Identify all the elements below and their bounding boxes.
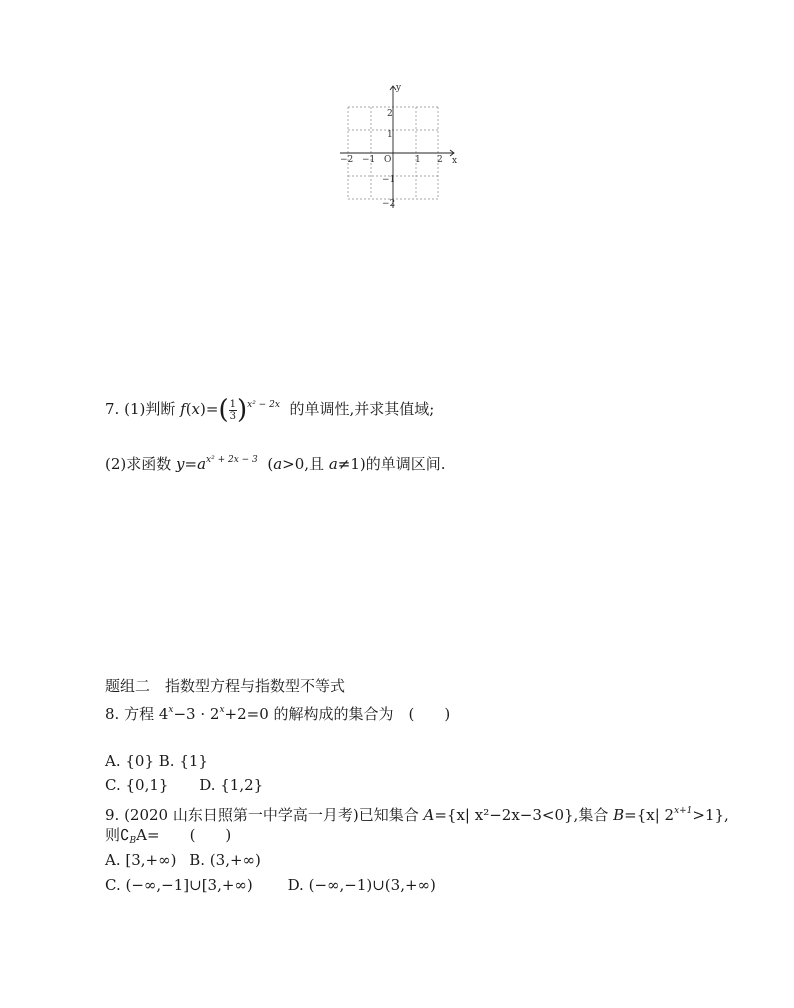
question-7-part-2: (2)求函数 $y=a^{x^2 + 2x - 3}$ (a>0,且 a≠1)的单调区间.: [105, 455, 446, 473]
question-8: 8. 方程 $4^x-3 \cdot 2^x+2=0$ 的解构成的集合为 ( ): [105, 705, 451, 723]
q9-option-b[interactable]: B. (3,+∞): [189, 851, 261, 869]
q8-option-b[interactable]: B. {1}: [158, 752, 208, 770]
y-tick-neg1: −1: [382, 175, 396, 185]
q8-option-a[interactable]: A. {0}: [105, 752, 154, 770]
exponent: x² − 2x: [247, 400, 280, 410]
question-7-part-1: 7. (1)判断 f(x)=( $\frac{1}{3}$ )$^{x^2 - 2x}$ 的单调性,并求其值域;: [105, 395, 435, 425]
question-9-line-1: 9. (2020 山东日照第一中学高一月考)已知集合 A={x| x²−2x−3<0},集合 B={x| $2^{x+1}>1$},: [105, 806, 729, 824]
coordinate-grid-figure: [338, 80, 462, 212]
question-9-line-2: 则$∁_BA=$ ( ): [105, 826, 232, 846]
x-tick-neg1: −1: [362, 155, 376, 165]
y-axis-label: y: [396, 83, 402, 93]
q8-options-row-2: [105, 776, 263, 794]
q9-options-row-2: [105, 876, 436, 894]
q9-option-a[interactable]: A. [3,+∞): [105, 851, 177, 869]
x-tick-2: 2: [437, 155, 443, 165]
x-tick-neg2: −2: [340, 155, 354, 165]
x-axis-label: x: [452, 156, 458, 166]
origin-label: O: [384, 155, 392, 165]
axes: [340, 86, 454, 208]
fraction-one-third: $\frac{1}{3}$: [229, 398, 236, 422]
q8-options-row-1: [105, 752, 208, 770]
y-tick-2: 2: [387, 109, 393, 119]
q9-option-c[interactable]: C. (−∞,−1]∪[3,+∞): [105, 876, 253, 894]
y-tick-1: 1: [387, 130, 393, 140]
x-tick-1: 1: [415, 155, 421, 165]
q8-option-c[interactable]: C. {0,1}: [105, 776, 169, 794]
y-tick-neg2: −2: [382, 199, 396, 209]
q9-options-row-1: [105, 851, 261, 869]
section-title: 题组二 指数型方程与指数型不等式: [105, 677, 346, 695]
q8-option-d[interactable]: D. {1,2}: [199, 776, 264, 794]
q9-option-d[interactable]: D. (−∞,−1)∪(3,+∞): [287, 876, 436, 894]
